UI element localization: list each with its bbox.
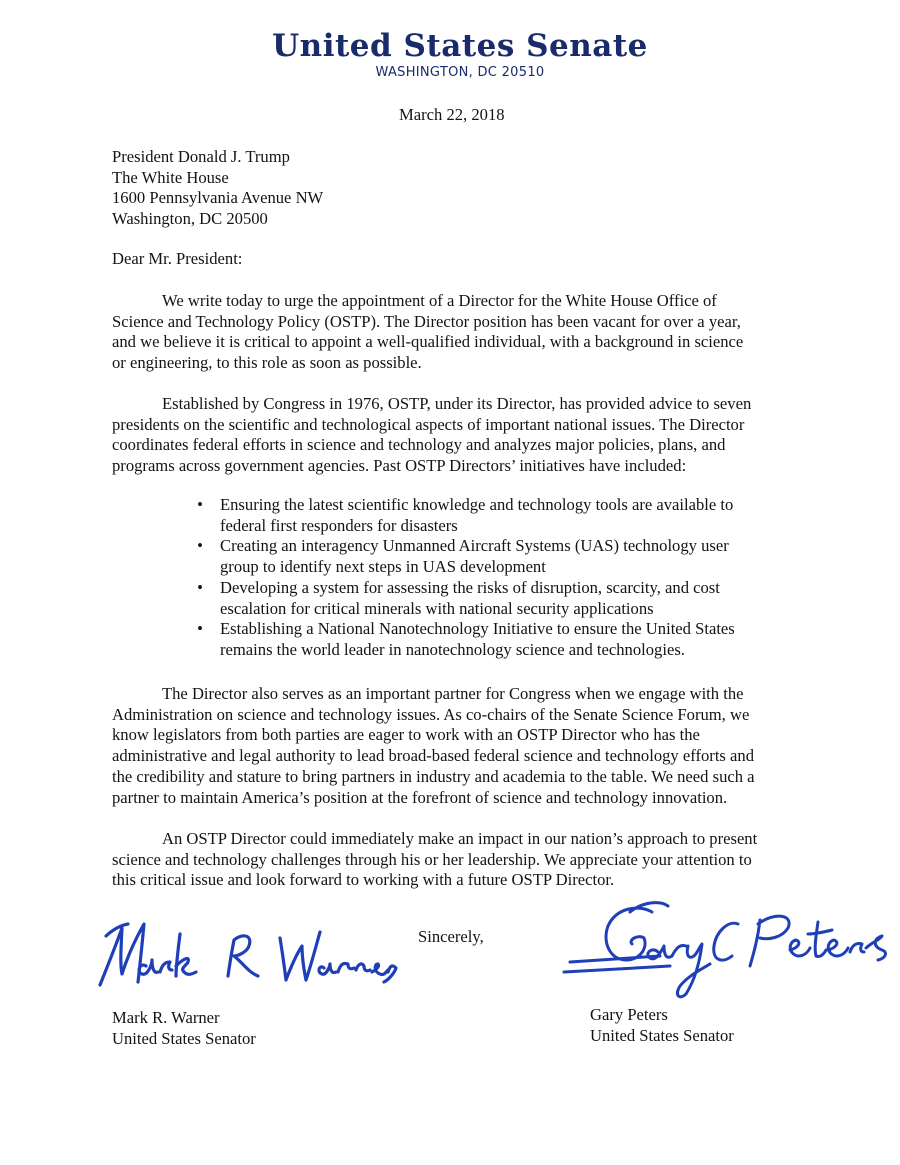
initiative-line: Ensuring the latest scientific knowledge and technology tools are available to [220, 495, 734, 514]
senate-address: WASHINGTON, DC 20510 [375, 65, 545, 80]
addressee-line: The White House [112, 167, 229, 187]
paragraph-line: Science and Technology Policy (OSTP). The Director position has been vacant for over a year, [112, 311, 741, 331]
paragraph-line: presidents on the scientific and technological aspects of important national issues. The Director [112, 414, 745, 434]
bullet-icon: • [197, 536, 203, 556]
paragraph-line: the credibility and stature to bring partners in industry and academia to the table. We need such a [112, 766, 755, 786]
paragraph-line: or engineering, to this role as soon as possible. [112, 353, 422, 373]
bullet-icon: • [197, 577, 203, 597]
paragraph-line: programs across government agencies. Past OSTP Directors’ initiatives have included: [112, 456, 687, 476]
paragraph-line: and we believe it is critical to appoint a well-qualified individual, with a background in science [112, 332, 744, 352]
addressee-block [112, 147, 323, 230]
paragraph-line: science and technology challenges through his or her leadership. We appreciate your attention to [112, 849, 752, 869]
paragraph-2 [112, 394, 812, 477]
paragraph-4 [112, 829, 812, 891]
initiative-item [195, 578, 805, 619]
paragraph-3 [112, 684, 812, 808]
signer-name: Gary Peters [590, 1005, 668, 1024]
paragraph-1 [112, 291, 812, 374]
initiative-line: federal first responders for disasters [220, 515, 458, 535]
signer-peters [590, 1005, 734, 1046]
initiative-line: Developing a system for assessing the risks of disruption, scarcity, and cost [220, 577, 720, 597]
initiative-item [195, 619, 805, 660]
initiative-line: remains the world leader in nanotechnology science and technologies. [220, 639, 685, 659]
letter-date: March 22, 2018 [399, 105, 505, 124]
bullet-icon: • [197, 619, 203, 639]
initiative-line: escalation for critical minerals with national security applications [220, 598, 654, 618]
signer-title: United States Senator [590, 1025, 734, 1045]
senate-title: United States Senate [272, 28, 648, 64]
paragraph-line: Established by Congress in 1976, OSTP, under its Director, has provided advice to seven [162, 394, 752, 413]
addressee-line: Washington, DC 20500 [112, 209, 268, 229]
salutation: Dear Mr. President: [112, 249, 243, 268]
paragraph-line: this critical issue and look forward to working with a future OSTP Director. [112, 870, 615, 890]
signature-warner [88, 910, 398, 995]
signer-warner [112, 1008, 256, 1049]
letterhead [0, 28, 900, 80]
initiative-item [195, 536, 805, 577]
bullet-icon: • [197, 495, 203, 514]
paragraph-line: partner to maintain America’s position at the forefront of science and technology innovation. [112, 787, 728, 807]
signature-peters [560, 890, 895, 1005]
paragraph-line: know legislators from both parties are eager to work with an OSTP Director who has the [112, 725, 700, 745]
signer-title: United States Senator [112, 1028, 256, 1048]
paragraph-line: administrative and legal authority to lead broad-based federal science and technology efforts and [112, 746, 754, 766]
paragraph-line: An OSTP Director could immediately make an impact in our nation’s approach to present [162, 829, 758, 848]
paragraph-line: The Director also serves as an important partner for Congress when we engage with the [162, 684, 744, 703]
paragraph-line: coordinates federal efforts in science and technology and analyzes major policies, plans, and [112, 435, 726, 455]
addressee-line: 1600 Pennsylvania Avenue NW [112, 188, 324, 208]
initiative-line: Creating an interagency Unmanned Aircraft Systems (UAS) technology user [220, 536, 729, 556]
paragraph-line: We write today to urge the appointment of a Director for the White House Office of [162, 291, 717, 310]
signer-name: Mark R. Warner [112, 1008, 220, 1027]
initiatives-list [195, 495, 805, 661]
addressee-line: President Donald J. Trump [112, 147, 290, 166]
initiative-item [195, 495, 805, 536]
initiative-line: group to identify next steps in UAS development [220, 557, 546, 577]
initiative-line: Establishing a National Nanotechnology Initiative to ensure the United States [220, 619, 735, 639]
closing: Sincerely, [418, 927, 484, 946]
paragraph-line: Administration on science and technology issues. As co-chairs of the Senate Science Forum, we [112, 704, 750, 724]
